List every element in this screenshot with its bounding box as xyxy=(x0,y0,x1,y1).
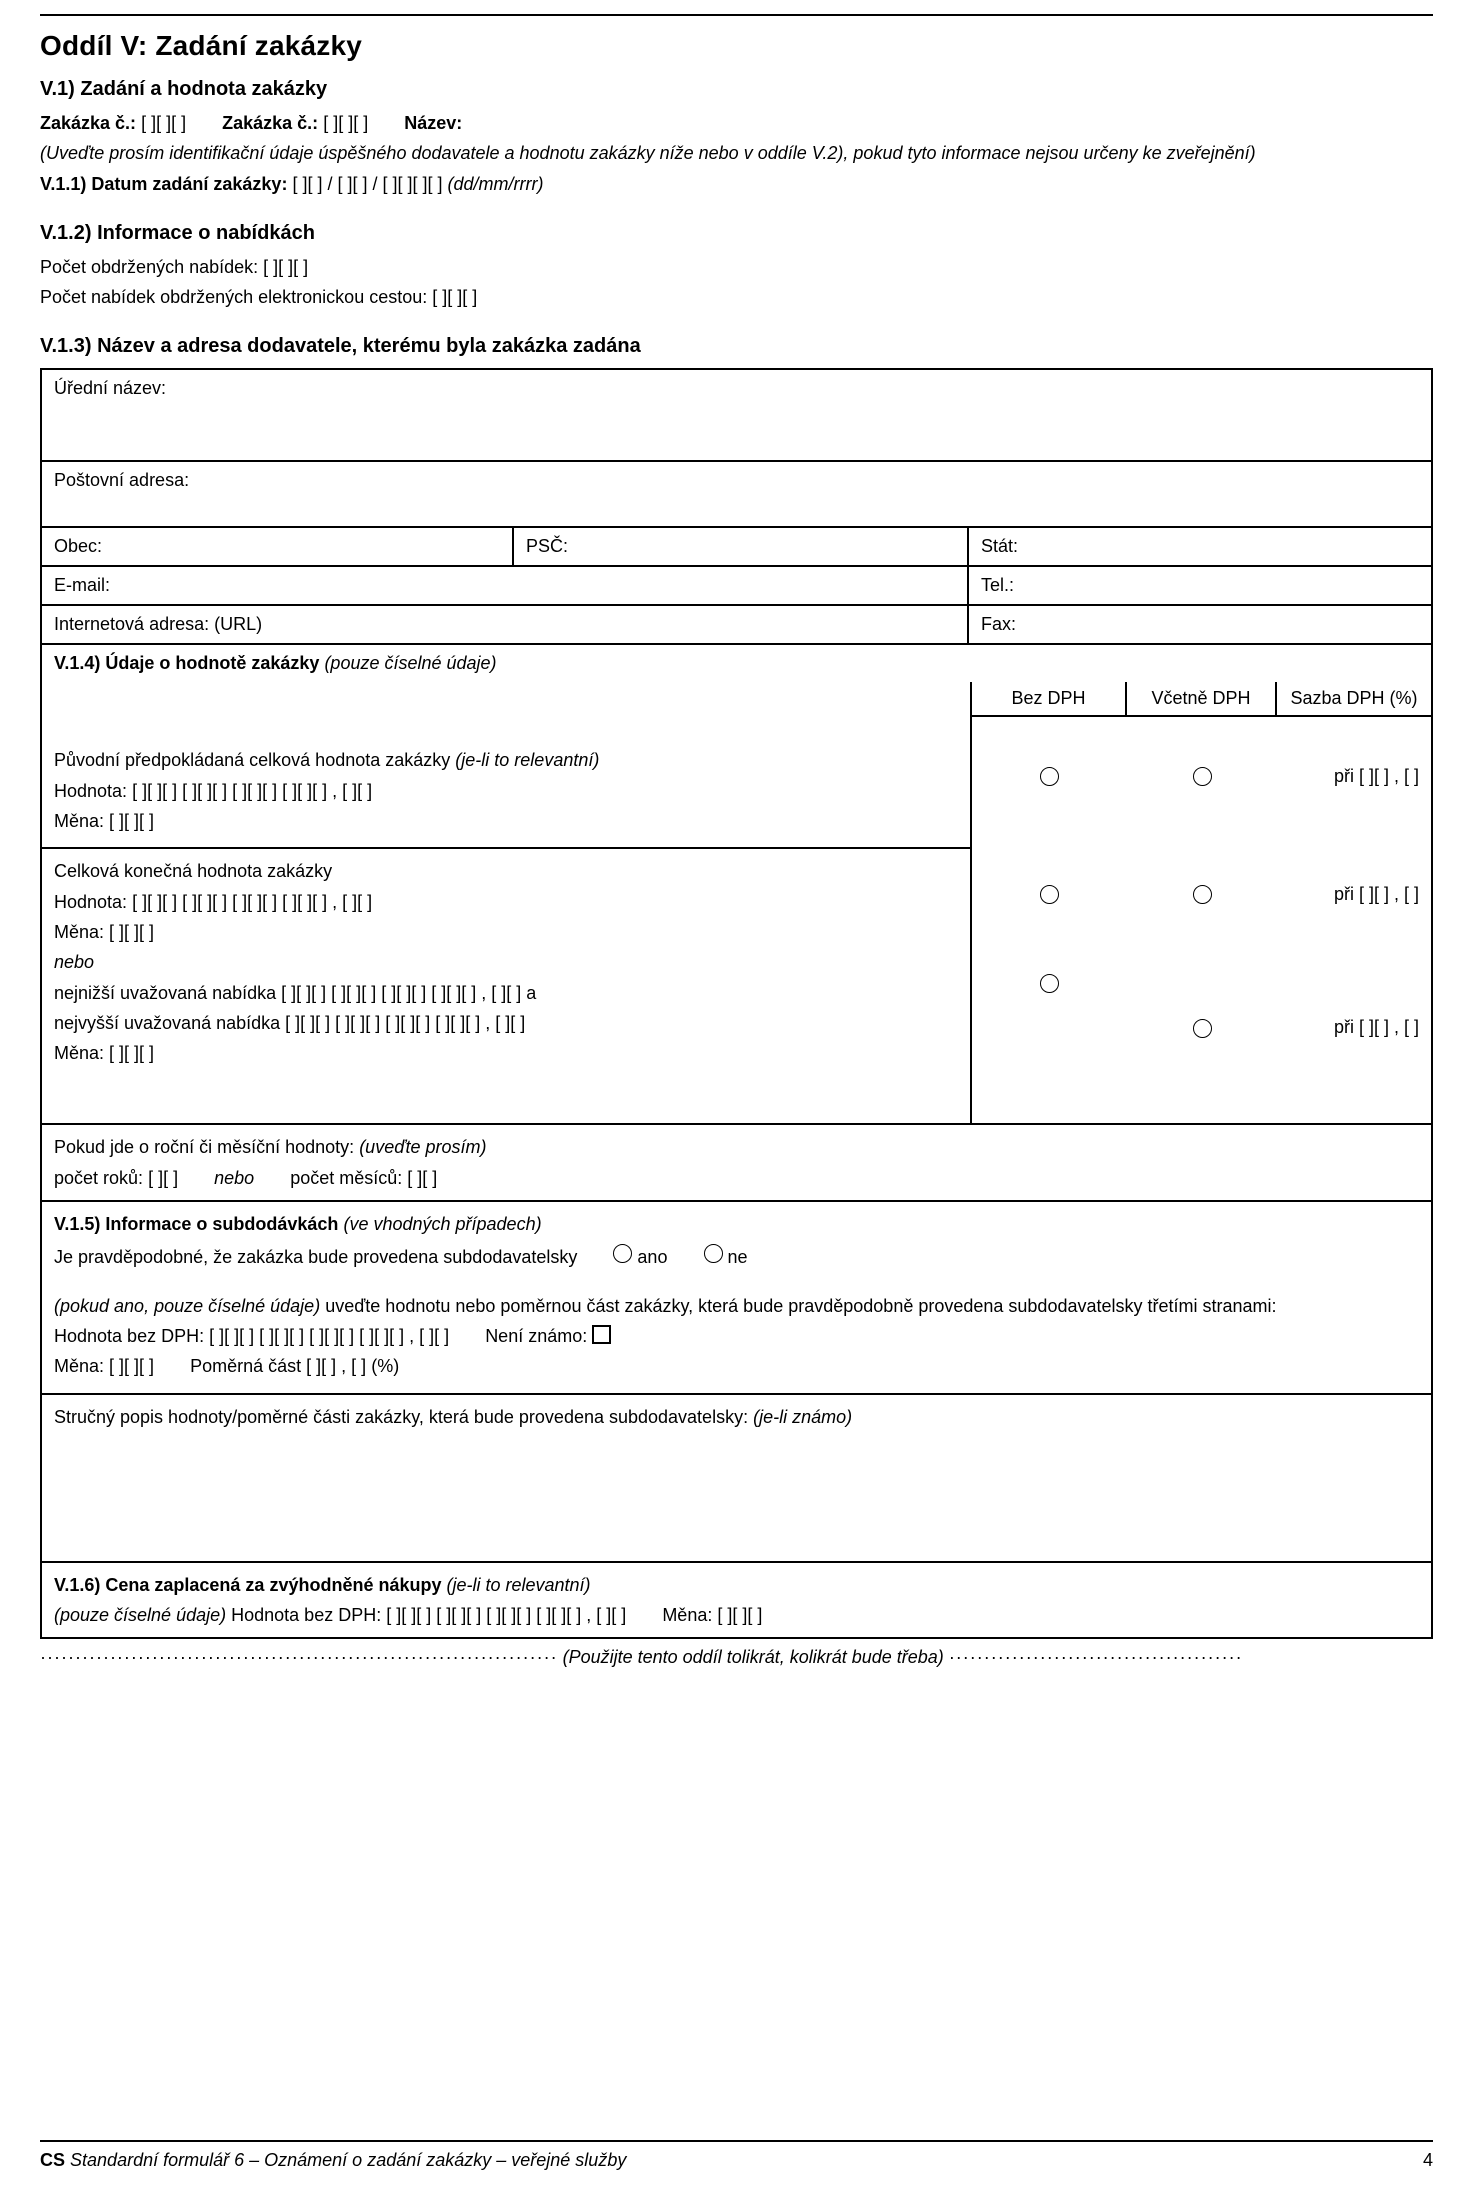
v15-no-label: ne xyxy=(727,1247,748,1268)
vat-radio-excl-offers[interactable] xyxy=(972,953,1127,1013)
v15-short-desc-note: (je-li známo) xyxy=(753,1406,853,1427)
vat-radio-excl-final[interactable] xyxy=(972,835,1127,953)
initial-estimate-row xyxy=(54,748,958,772)
official-name-field[interactable] xyxy=(42,370,1431,460)
v15-explain-row xyxy=(54,1294,1419,1318)
repeat-note-row xyxy=(40,1645,1433,1669)
v15-description-block[interactable] xyxy=(40,1395,1433,1563)
v15-question-row xyxy=(54,1244,1419,1269)
vat-radio-incl-final[interactable] xyxy=(1127,835,1277,953)
v15-value-row xyxy=(54,1324,1419,1348)
v11-row xyxy=(40,172,1433,196)
v16-title: V.1.6) Cena zaplacená za zvýhodněné nákupy xyxy=(54,1574,442,1595)
radio-icon[interactable] xyxy=(1193,885,1212,904)
highest-offer-row xyxy=(54,1011,958,1035)
v12-electronic-label: Počet nabídek obdržených elektronickou cestou: xyxy=(40,287,428,308)
initial-value-label: Hodnota: xyxy=(54,780,128,801)
v16-currency-boxes[interactable]: [ ][ ][ ] xyxy=(717,1604,763,1625)
v15-explain-rest: uveďte hodnotu nebo poměrnou část zakázky, která bude pravděpodobně provedena subdodavatelsky třetími stranami: xyxy=(325,1295,1277,1316)
vat-rate-initial[interactable] xyxy=(1277,717,1431,835)
annual-monthly-note: (uveďte prosím) xyxy=(359,1137,487,1158)
v16-title-row xyxy=(54,1573,1419,1597)
v15-title: V.1.5) Informace o subdodávkách xyxy=(54,1214,339,1235)
vat-row-offers-excl xyxy=(972,953,1431,1013)
years-boxes[interactable]: [ ][ ] xyxy=(148,1167,179,1188)
radio-icon[interactable] xyxy=(1040,767,1059,786)
rate-label: při xyxy=(1333,765,1354,786)
footer-lang: CS xyxy=(40,2150,66,2170)
offers-currency-label: Měna: xyxy=(54,1043,105,1064)
final-value-group xyxy=(42,847,970,1123)
contract-number-row xyxy=(40,111,1433,135)
v15-unknown-label: Není známo: xyxy=(485,1325,588,1346)
v15-percent: (%) xyxy=(371,1356,400,1377)
final-value-boxes[interactable]: [ ][ ][ ] [ ][ ][ ] [ ][ ][ ] [ ][ ][ ] , [ ][ ] xyxy=(132,891,373,912)
city-field[interactable] xyxy=(42,528,512,565)
tel-field[interactable] xyxy=(967,567,1431,604)
vat-empty-cell xyxy=(1127,953,1277,1013)
radio-icon[interactable] xyxy=(1040,974,1059,993)
v14-title-note: (pouze číselné údaje) xyxy=(324,653,497,674)
v12-electronic-boxes[interactable]: [ ][ ][ ] xyxy=(432,287,478,308)
initial-value-boxes[interactable]: [ ][ ][ ] [ ][ ][ ] [ ][ ][ ] [ ][ ][ ] , [ ][ ] xyxy=(132,780,373,801)
lowest-offer-row xyxy=(54,981,958,1005)
radio-icon[interactable] xyxy=(1193,767,1212,786)
radio-icon[interactable] xyxy=(1193,1019,1212,1038)
offers-currency-boxes[interactable]: [ ][ ][ ] xyxy=(109,1043,155,1064)
initial-currency-row xyxy=(54,809,958,833)
vat-header-row xyxy=(972,682,1431,717)
v16-value-boxes[interactable]: [ ][ ][ ] [ ][ ][ ] [ ][ ][ ] [ ][ ][ ] , [ ][ ] xyxy=(386,1604,627,1625)
radio-no-icon[interactable] xyxy=(704,1244,723,1263)
unknown-checkbox[interactable] xyxy=(592,1325,611,1344)
lowest-offer-boxes[interactable]: [ ][ ][ ] [ ][ ][ ] [ ][ ][ ] [ ][ ][ ] , [ ][ ] xyxy=(281,982,522,1003)
v14-title-cell xyxy=(42,645,1431,682)
final-currency-row xyxy=(54,920,958,944)
v11-label: V.1.1) Datum zadání zakázky: xyxy=(40,173,288,194)
final-total-label: Celková konečná hodnota zakázky xyxy=(54,861,333,882)
contract-no-boxes-1[interactable]: [ ][ ][ ] xyxy=(141,113,187,133)
v11-format: (dd/mm/rrrr) xyxy=(447,173,544,194)
postal-address-field[interactable] xyxy=(42,462,1431,526)
v15-short-desc: Stručný popis hodnoty/poměrné části zakázky, která bude provedena subdodavatelsky: xyxy=(54,1406,749,1427)
v15-block xyxy=(40,1202,1433,1394)
offers-currency-row xyxy=(54,1041,958,1065)
v15-desc-row xyxy=(54,1405,1419,1429)
subsection-v1-title: V.1) Zadání a hodnota zakázky xyxy=(40,78,328,100)
years-months-row xyxy=(54,1166,1419,1190)
annual-monthly-label: Pokud jde o roční či měsíční hodnoty: xyxy=(54,1137,355,1158)
v16-value-row xyxy=(54,1603,1419,1627)
rate-boxes-2[interactable]: [ ][ ] , [ ] xyxy=(1358,883,1419,904)
initial-estimate-value-row xyxy=(54,779,958,803)
v12-received-label: Počet obdržených nabídek: xyxy=(40,256,259,277)
months-label: počet měsíců: xyxy=(290,1167,403,1188)
final-value-row xyxy=(54,890,958,914)
vat-rate-offers[interactable] xyxy=(1277,1013,1431,1038)
vat-columns xyxy=(972,682,1431,1123)
vat-header-rate: Sazba DPH (%) xyxy=(1290,688,1418,709)
years-label: počet roků: xyxy=(54,1167,144,1188)
v15-yes-label: ano xyxy=(637,1247,668,1268)
url-label: Internetová adresa: (URL) xyxy=(54,614,263,635)
value-left-column xyxy=(42,682,972,1123)
top-rule xyxy=(40,14,1433,16)
highest-offer-boxes[interactable]: [ ][ ][ ] [ ][ ][ ] [ ][ ][ ] [ ][ ][ ] , [ ][ ] xyxy=(285,1012,526,1033)
or2-label: nebo xyxy=(214,1167,255,1188)
postal-address-row xyxy=(42,460,1431,526)
v15-proportion-boxes[interactable]: [ ][ ] , [ ] xyxy=(306,1356,367,1377)
radio-yes-icon[interactable] xyxy=(613,1244,632,1263)
v12-received-row xyxy=(40,255,1433,279)
url-fax-row xyxy=(42,604,1431,643)
email-label: E-mail: xyxy=(54,575,111,596)
initial-estimate-group xyxy=(42,738,970,847)
v16-value-label: Hodnota bez DPH: xyxy=(231,1604,382,1625)
v12-received-boxes[interactable]: [ ][ ][ ] xyxy=(263,256,309,277)
city-label: Obec: xyxy=(54,536,103,557)
url-field[interactable] xyxy=(42,606,967,643)
tel-label: Tel.: xyxy=(981,575,1015,596)
section-note: (Uveďte prosím identifikační údaje úspěšného dodavatele a hodnotu zakázky níže nebo v oddíle V.2), pokud tyto informace nejsou určeny ke zveřejnění) xyxy=(40,143,1256,164)
final-currency-label: Měna: xyxy=(54,921,105,942)
group-bottom-space xyxy=(54,1071,958,1115)
highest-offer-label: nejvyšší uvažovaná nabídka xyxy=(54,1012,281,1033)
v11-date-boxes[interactable]: [ ][ ] / [ ][ ] / [ ][ ][ ][ ] xyxy=(292,173,443,194)
v15-value-boxes[interactable]: [ ][ ][ ] [ ][ ][ ] [ ][ ][ ] [ ][ ][ ] , [ ][ ] xyxy=(209,1325,450,1346)
v15-proportion-label: Poměrná část xyxy=(190,1356,302,1377)
or-label: nebo xyxy=(54,952,95,973)
postcode-field[interactable] xyxy=(512,528,967,565)
v15-title-note: (ve vhodných případech) xyxy=(343,1214,542,1235)
fax-label: Fax: xyxy=(981,614,1017,635)
v15-explain-italic: (pokud ano, pouze číselné údaje) xyxy=(54,1295,321,1316)
lowest-offer-label: nejnižší uvažovaná nabídka xyxy=(54,982,277,1003)
value-spacer-head xyxy=(42,682,970,738)
final-total-row xyxy=(54,859,958,883)
v14-title-row xyxy=(42,643,1431,682)
final-value-label: Hodnota: xyxy=(54,891,128,912)
contract-no-label-2: Zakázka č.: xyxy=(222,113,319,133)
email-field[interactable] xyxy=(42,567,967,604)
vat-header-incl: Včetně DPH xyxy=(1127,682,1277,715)
initial-estimate-note: (je-li to relevantní) xyxy=(455,750,600,771)
contract-name-label: Název: xyxy=(404,113,463,133)
supplier-address-block xyxy=(40,368,1433,682)
dots-right: ·········································· xyxy=(948,1647,1243,1668)
contract-no-boxes-2[interactable]: [ ][ ][ ] xyxy=(323,113,369,133)
annual-monthly-row xyxy=(54,1135,1419,1159)
v12-title: V.1.2) Informace o nabídkách xyxy=(40,221,315,244)
initial-currency-boxes[interactable]: [ ][ ][ ] xyxy=(109,811,155,832)
postcode-label: PSČ: xyxy=(526,536,569,557)
v16-currency-label: Měna: xyxy=(662,1604,713,1625)
vat-radio-incl-initial[interactable] xyxy=(1127,717,1277,835)
country-field[interactable] xyxy=(967,528,1431,565)
rate-boxes-3[interactable]: [ ][ ] , [ ] xyxy=(1358,1017,1419,1038)
initial-currency-label: Měna: xyxy=(54,811,105,832)
vat-empty-cell-2 xyxy=(1277,953,1431,1013)
vat-header-excl: Bez DPH xyxy=(972,682,1127,715)
value-block xyxy=(40,682,1433,1125)
months-boxes[interactable]: [ ][ ] xyxy=(407,1167,438,1188)
rate-label-2: při xyxy=(1333,883,1354,904)
vat-row-offers-incl xyxy=(972,1013,1431,1123)
v15-currency-boxes[interactable]: [ ][ ][ ] xyxy=(109,1356,155,1377)
final-currency-boxes[interactable]: [ ][ ][ ] xyxy=(109,921,155,942)
v14-title: V.1.4) Údaje o hodnotě zakázky xyxy=(54,653,320,674)
contract-no-label-1: Zakázka č.: xyxy=(40,113,137,133)
v13-title: V.1.3) Název a adresa dodavatele, kterému byla zakázka zadána xyxy=(40,335,641,358)
page-footer xyxy=(40,2140,1433,2171)
page-title: Oddíl V: Zadání zakázky xyxy=(40,30,363,61)
spacer3 xyxy=(54,1278,1419,1288)
and-label: a xyxy=(526,982,537,1003)
v15-currency-label: Měna: xyxy=(54,1356,105,1377)
rate-label-3: při xyxy=(1333,1017,1354,1038)
fax-field[interactable] xyxy=(967,606,1431,643)
v16-prefix-note: (pouze číselné údaje) xyxy=(54,1604,227,1625)
vat-rate-final[interactable] xyxy=(1277,835,1431,953)
dots-left: ·········································································· xyxy=(40,1647,558,1668)
footer-text xyxy=(40,2150,626,2171)
postal-address-label: Poštovní adresa: xyxy=(54,470,190,491)
country-label: Stát: xyxy=(981,536,1019,557)
v12-electronic-row xyxy=(40,285,1433,309)
v15-question: Je pravděpodobné, že zakázka bude provedena subdodavatelsky xyxy=(54,1247,578,1268)
initial-estimate-label: Původní předpokládaná celková hodnota zakázky xyxy=(54,750,451,771)
v15-value-label: Hodnota bez DPH: xyxy=(54,1325,205,1346)
spacer xyxy=(40,202,1433,212)
rate-boxes[interactable]: [ ][ ] , [ ] xyxy=(1358,765,1419,786)
v15-title-row xyxy=(54,1212,1419,1236)
official-name-label: Úřední název: xyxy=(54,378,167,399)
footer-page-number: 4 xyxy=(1422,2150,1433,2170)
v15-currency-row xyxy=(54,1354,1419,1378)
v16-block xyxy=(40,1563,1433,1640)
spacer2 xyxy=(40,315,1433,325)
email-tel-row xyxy=(42,565,1431,604)
vat-radio-excl-initial[interactable] xyxy=(972,717,1127,835)
footer-form-name: Standardní formulář 6 – Oznámení o zadání zakázky – veřejné služby xyxy=(70,2150,627,2170)
vat-radio-incl-offers[interactable] xyxy=(1127,1013,1277,1038)
vat-row-final xyxy=(972,835,1431,953)
vat-row-initial xyxy=(972,717,1431,835)
radio-icon[interactable] xyxy=(1040,885,1059,904)
repeat-note-text: (Použijte tento oddíl tolikrát, kolikrát bude třeba) xyxy=(562,1647,944,1668)
v16-title-note: (je-li to relevantní) xyxy=(446,1574,591,1595)
city-postcode-country-row xyxy=(42,526,1431,565)
annual-monthly-block xyxy=(40,1125,1433,1202)
